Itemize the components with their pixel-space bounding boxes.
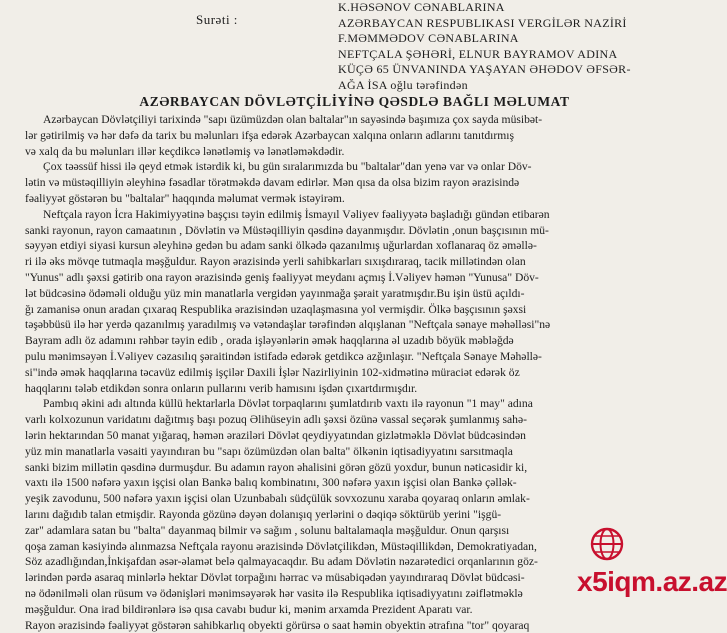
body-line: təşəbbüsü ilə hər yerdə qazanılmış yaradılmış və vətəndaşlar tərəfindən alqışlanan "Neftçala sənaye məhəlləsi"nə <box>25 317 700 333</box>
addressee-line: AĞA İSA oğlu tərəfindən <box>338 78 698 94</box>
body-line: fəaliyyət göstərən bu "baltalar" haqqında məlumat vermək istəyirəm. <box>25 191 700 207</box>
body-line: Çox təəssüf hissi ilə qeyd etmək istərdik ki, bu gün sıralarımızda bu "baltalar"dan yenə var və onlar Döv- <box>25 159 700 175</box>
document-title: AZƏRBAYCAN DÖVLƏTÇİLİYİNƏ QƏSDLƏ BAĞLI MƏLUMAT <box>0 94 709 110</box>
body-line: vaxtı ilə 1500 nəfərə yaxın işçisi olan Bankə balıq kombinatını, 300 nəfərə yaxın işçisi olan Bankə çəllək- <box>25 475 700 491</box>
body-line: ğı zamanisə onun aradan çıxaraq Respublika ərazisindən uzaqlaşmasına yol vermişdir. Ölkə başçısının şəxsi <box>25 302 700 318</box>
addressee-line: KÜÇƏ 65 ÜNVANINDA YAŞAYAN ƏHƏDOV ƏFSƏR- <box>338 62 698 78</box>
body-line: Azərbaycan Dövlətçiliyi tarixində "sapı üzümüzdən olan baltalar"ın sayəsində başımıza çox sayda müsibət- <box>25 112 700 128</box>
body-line: lərindən pərdə asaraq minlərlə hektar Dövlət torpağını hərrac və müsabiqədən yayındıraraq Dövlət büdcəsi- <box>25 570 700 586</box>
addressee-line: F.MƏMMƏDOV CƏNABLARINA <box>338 31 698 47</box>
body-line: sanki bizim millətin qəsdinə durmuşdur. Bu adamın rayon əhalisini görən gözü yoxdur, bunun nəticəsidir ki, <box>25 460 700 476</box>
body-line: səyyən etdiyi siyasi kursun əleyhinə gedən bu adam sanki ölkədə qazanılmış uğurlardan xoflanaraq öz əməllə- <box>25 238 700 254</box>
body-line: varlı kolxozunun varidatını dağıtmış başı pozuq Əlihüseyin adlı şəxsi özünə vassal seçərək şumlanmış sahə- <box>25 412 700 428</box>
body-line: Söz azadlığından,İnkişafdan əsər-əlamət belə qalmayacaqdır. Bu adam Dövlətin nəzarətedici orqanlarının göz- <box>25 554 700 570</box>
addressee-line: AZƏRBAYCAN RESPUBLIKASI VERGİLƏR NAZİRİ <box>338 16 698 32</box>
watermark-text: x5iqm.az.az <box>577 566 727 598</box>
body-line: yüz min manatlarla vəsaiti yayındıran bu "sapı özümüzdən olan balta" ölkənin iqtisadiyyatını sarsıtmaqla <box>25 444 700 460</box>
body-line: lətin və müstəqilliyin əleyhinə fəsadlar törətməkdə davam edirlər. Mən qısa da olsa bizim rayon ərazisində <box>25 175 700 191</box>
body-line: Neftçala rayon İcra Hakimiyyətinə başçısı təyin edilmiş İsmayıl Vəliyev fəaliyyətə başladığı gündən etibarən <box>25 207 700 223</box>
body-line: sanki rayonun, rayon camaatının , Dövlətin və Müstəqilliyin qəsdinə dayanmışdır. Dövlətin ,onun başçısının mü- <box>25 223 700 239</box>
body-line: pulu mənimsəyən İ.Vəliyev cəzasılıq şəraitindən istifadə edərək getdikcə azğınlaşır. "Neftçala Sənaye Məhəllə- <box>25 349 700 365</box>
body-line: Pambıq əkini adı altında küllü hektarlarla Dövlət torpaqlarını şumlatdırıb vaxtı ilə rayonun "1 may" adına <box>25 396 700 412</box>
addressee-block <box>338 0 698 93</box>
body-line: "Yunus" adlı şəxsi gətirib ona rayon ərazisində geniş fəaliyyət meydanı açmış İ.Vəliyev həmən "Yunusa" Döv- <box>25 270 700 286</box>
body-line: Rayon ərazisində fəaliyyət göstərən sahibkarlıq obyekti görürsə o saat həmin obyektin ətrafına "tor" qoyaraq <box>25 618 700 633</box>
copy-label: Surəti : <box>196 12 238 28</box>
body-line: larını dağıdıb talan etmişdir. Rayonda gözünə dəyən dolanışıq yerlərini o dəqiqə söktürüb yerini "işgü- <box>25 507 700 523</box>
body-line: si"ində əmək haqqlarına təcavüz edilmiş işçilər Daxili İşlər Nazirliyinin 102-xidmətinə müraciət edərək öz <box>25 365 700 381</box>
addressee-line: K.HƏSƏNOV CƏNABLARINA <box>338 0 698 16</box>
body-line: haqqlarını tələb etdikdən sonra onların pullarını verib hamısını işdən çıxartdırmışdır. <box>25 381 700 397</box>
body-line: ri ilə əks mövqe tutmaqla məşğuldur. Rayon ərazisində yerli sahibkarları sıxışdıraraq, tacik millətindən olan <box>25 254 700 270</box>
body-line: lət büdcəsinə ödəməli olduğu yüz min manatlarla vergidən yayınmağa şərait yaratmışdır.Bu işin üstü açıldı- <box>25 286 700 302</box>
body-line: nə ödənilməli olan rüsum və ödənişləri mənimsəyərək hər vasitə ilə Respublika iqtisadiyyatını zəiflətməklə <box>25 586 700 602</box>
body-line: zar" adamlara satan bu "balta" dayanmaq bilmir və sağım , solunu baltalamaqla məşğuldur. Onun qarşısı <box>25 523 700 539</box>
body-line: lərin hektarından 50 manat yığaraq, həmən əraziləri Dövlət qeydiyyatından gizlətməklə Dövlət büdcəsindən <box>25 428 700 444</box>
body-line: yeşik zavodunu, 500 nəfərə yaxın işçisi olan Uzunbabalı südçülük sovxozunu xaraba qoyaraq onların əmlak- <box>25 491 700 507</box>
body-line: Bayram adlı öz adamını rəhbər təyin edib , orada işləyənlərin əmək haqqlarına əl uzadıb böyük məbləğdə <box>25 333 700 349</box>
addressee-line: NEFTÇALA ŞƏHƏRİ, ELNUR BAYRAMOV ADINA <box>338 47 698 63</box>
body-line: qoşa zaman kəsiyində alınmazsa Neftçala rayonu ərazisində Dövlətçilikdən, Müstəqillikdən, Demokratiyadan, <box>25 539 700 555</box>
body-line: və xalq da bu məlunları illər keçdikcə lənətləmiş və lənətləməkdədir. <box>25 144 700 160</box>
globe-icon <box>589 526 625 562</box>
body-line: lər gətirilmiş və hər dəfə da tarix bu məlunları ifşa edərək Azərbaycan xalqına onların adlarını tanıtdırmış <box>25 128 700 144</box>
body-line: məşğuldur. Ona irad bildirənlərə isə qısa cavabı budur ki, mənim arxamda Prezident Aparatı var. <box>25 602 700 618</box>
